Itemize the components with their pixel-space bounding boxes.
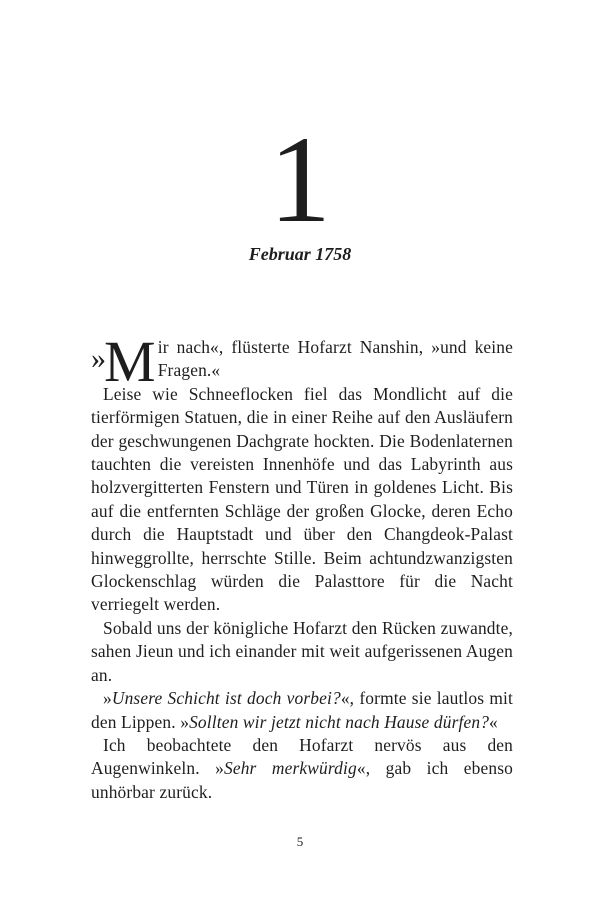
chapter-number: 1: [269, 111, 331, 248]
quote-close: «: [489, 711, 498, 732]
paragraph-2: Leise wie Schneeflocken fiel das Mondlicht auf die tierförmigen Statuen, die in einer Reihe auf den Ausläufern der geschwungenen Dachgrate hockten. Die Bodenlaternen tauchten die vereisten Innenhöfe und das Labyrinth aus holzvergitterten Fenstern und Türen in goldenes Licht. Bis auf die entfernten Schläge der großen Glocke, deren Echo durch die Hauptstadt und über den Changdeok-Palast hinweggrollte, herrschte Stille. Beim achtundzwanzigsten Glockenschlag würden die Palasttore für die Nacht verriegelt werden.: [91, 383, 513, 615]
italic-speech-3: Sehr merkwürdig: [224, 758, 357, 779]
paragraph-5-start: Ich beobachtete den Hofarzt nervös aus den Augenwinkeln. »: [91, 734, 513, 779]
quote-open: »: [103, 688, 112, 709]
body-text: [91, 329, 514, 804]
paragraph-4: [91, 687, 513, 734]
drop-cap: [91, 329, 156, 394]
paragraph-1-text: ir nach«, flüsterte Hofarzt Nanshin, »und keine Fragen.«: [157, 337, 513, 381]
paragraph-3: Sobald uns der königliche Hofarzt den Rücken zuwandte, sahen Jieun und ich einander mit weit aufgerissenen Augen an.: [91, 617, 513, 685]
italic-speech-2: Sollten wir jetzt nicht nach Hause dürfen?: [189, 711, 490, 732]
paragraph-1: [91, 329, 513, 394]
italic-speech-1: Unsere Schicht ist doch vorbei?: [111, 688, 341, 709]
drop-cap-letter: M: [104, 329, 156, 394]
chapter-date: Februar 1758: [248, 244, 352, 264]
page-number: 5: [296, 834, 304, 849]
paragraph-5: [91, 734, 513, 804]
drop-cap-quote: »: [91, 342, 102, 375]
paragraph-5-end: «, gab ich ebenso unhörbar zurück.: [91, 758, 513, 802]
paragraph-4-mid: «, formte sie lautlos mit den Lippen. »: [91, 688, 514, 732]
